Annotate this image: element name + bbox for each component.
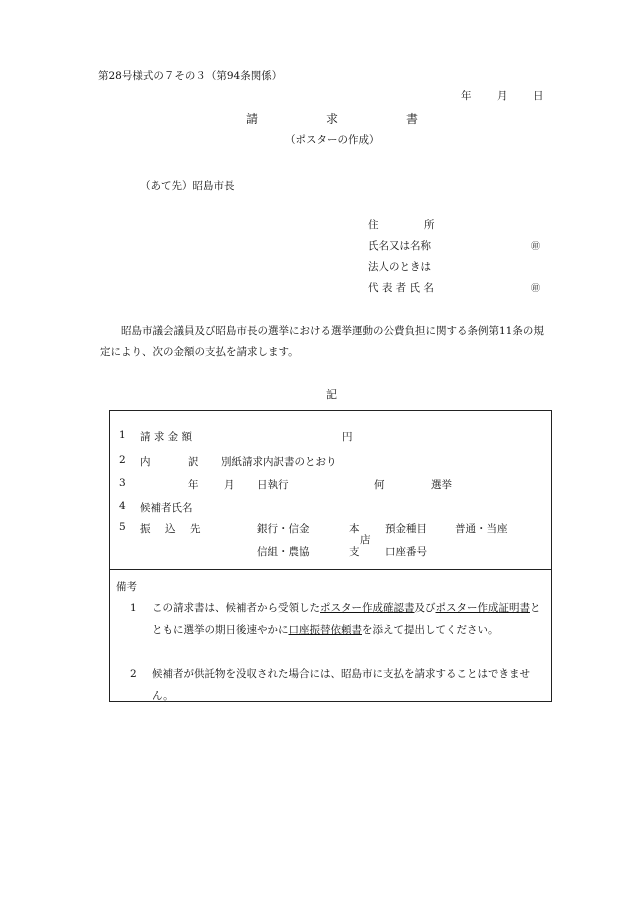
note-1-number: 1 (130, 602, 137, 614)
row3-number: 3 (119, 477, 126, 489)
underlined-transfer-request: 口座振替依頼書 (288, 624, 362, 636)
row3-what: 何 (374, 479, 385, 491)
row1-label: 請 求 金 額 (140, 431, 193, 443)
row5-type-label: 預金種目 (385, 523, 427, 535)
row2-value: 別紙請求内訳書のとおり (221, 456, 337, 468)
representative-label: 代 表 者 氏 名 (368, 282, 434, 294)
note-2-text: 候補者が供託物を没収された場合には、昭島市に支払を請求することはできません。 (152, 668, 530, 702)
address-label-a: 住 (368, 219, 379, 231)
date-year: 年 (461, 90, 472, 102)
seal-mark: ㊞ (531, 242, 541, 252)
row5-ten: 店 (360, 534, 371, 546)
form-number: 第28号様式の７その３（第94条関係） (98, 70, 283, 82)
row3-day: 日執行 (257, 479, 289, 491)
row5-label-a: 振 (140, 523, 151, 535)
underlined-poster-confirmation: ポスター作成確認書 (320, 602, 415, 614)
note-2 (130, 663, 548, 707)
row5-account-label: 口座番号 (385, 546, 427, 558)
row5-shi: 支 (349, 546, 360, 558)
row5-number: 5 (119, 521, 126, 533)
row4-number: 4 (119, 500, 126, 512)
address-label-b: 所 (424, 219, 435, 231)
underlined-poster-certificate: ポスター作成証明書 (435, 602, 530, 614)
title-char-1: 請 (246, 112, 259, 126)
addressee: （あて先）昭島市長 (140, 180, 235, 192)
row5-label-b: 込 (165, 523, 176, 535)
row5-coop: 信組・農協 (257, 546, 310, 558)
note-2-number: 2 (130, 668, 137, 680)
date-day: 日 (533, 90, 544, 102)
row2-number: 2 (119, 454, 126, 466)
row3-year: 年 (188, 479, 199, 491)
row3-month: 月 (224, 479, 235, 491)
seal-mark: ㊞ (531, 284, 541, 294)
row5-hon: 本 (349, 523, 360, 535)
row2-label-a: 内 (140, 456, 151, 468)
row3-election: 選挙 (431, 479, 452, 491)
row5-label-c: 先 (190, 523, 201, 535)
row2-label-b: 訳 (188, 456, 199, 468)
body-text: 昭島市議会議員及び昭島市長の選挙における選挙運動の公費負担に関する条例第11条の規定により、次の金額の支払を請求します。 (100, 325, 544, 358)
note-1-text: この請求書は、候補者から受領したポスター作成確認書及びポスター作成証明書とともに選挙の期日後速やかに口座振替依頼書を添えて提出してください。 (152, 602, 541, 636)
details-box (109, 410, 552, 702)
row5-bank: 銀行・信金 (257, 523, 310, 535)
row1-unit: 円 (342, 431, 353, 443)
date-month: 月 (497, 90, 508, 102)
section-divider (110, 569, 551, 570)
notes-title: 備考 (116, 581, 137, 593)
subtitle: （ポスターの作成） (285, 134, 380, 146)
row1-number: 1 (119, 429, 126, 441)
name-label: 氏名又は名称 (368, 240, 431, 252)
note-1 (130, 597, 548, 641)
title-char-2: 求 (326, 112, 339, 126)
ki-mark: 記 (326, 388, 337, 401)
row5-type-value: 普通・当座 (455, 523, 508, 535)
corp-label: 法人のときは (368, 261, 431, 273)
row4-label: 候補者氏名 (140, 502, 193, 514)
title-char-3: 書 (406, 112, 419, 126)
